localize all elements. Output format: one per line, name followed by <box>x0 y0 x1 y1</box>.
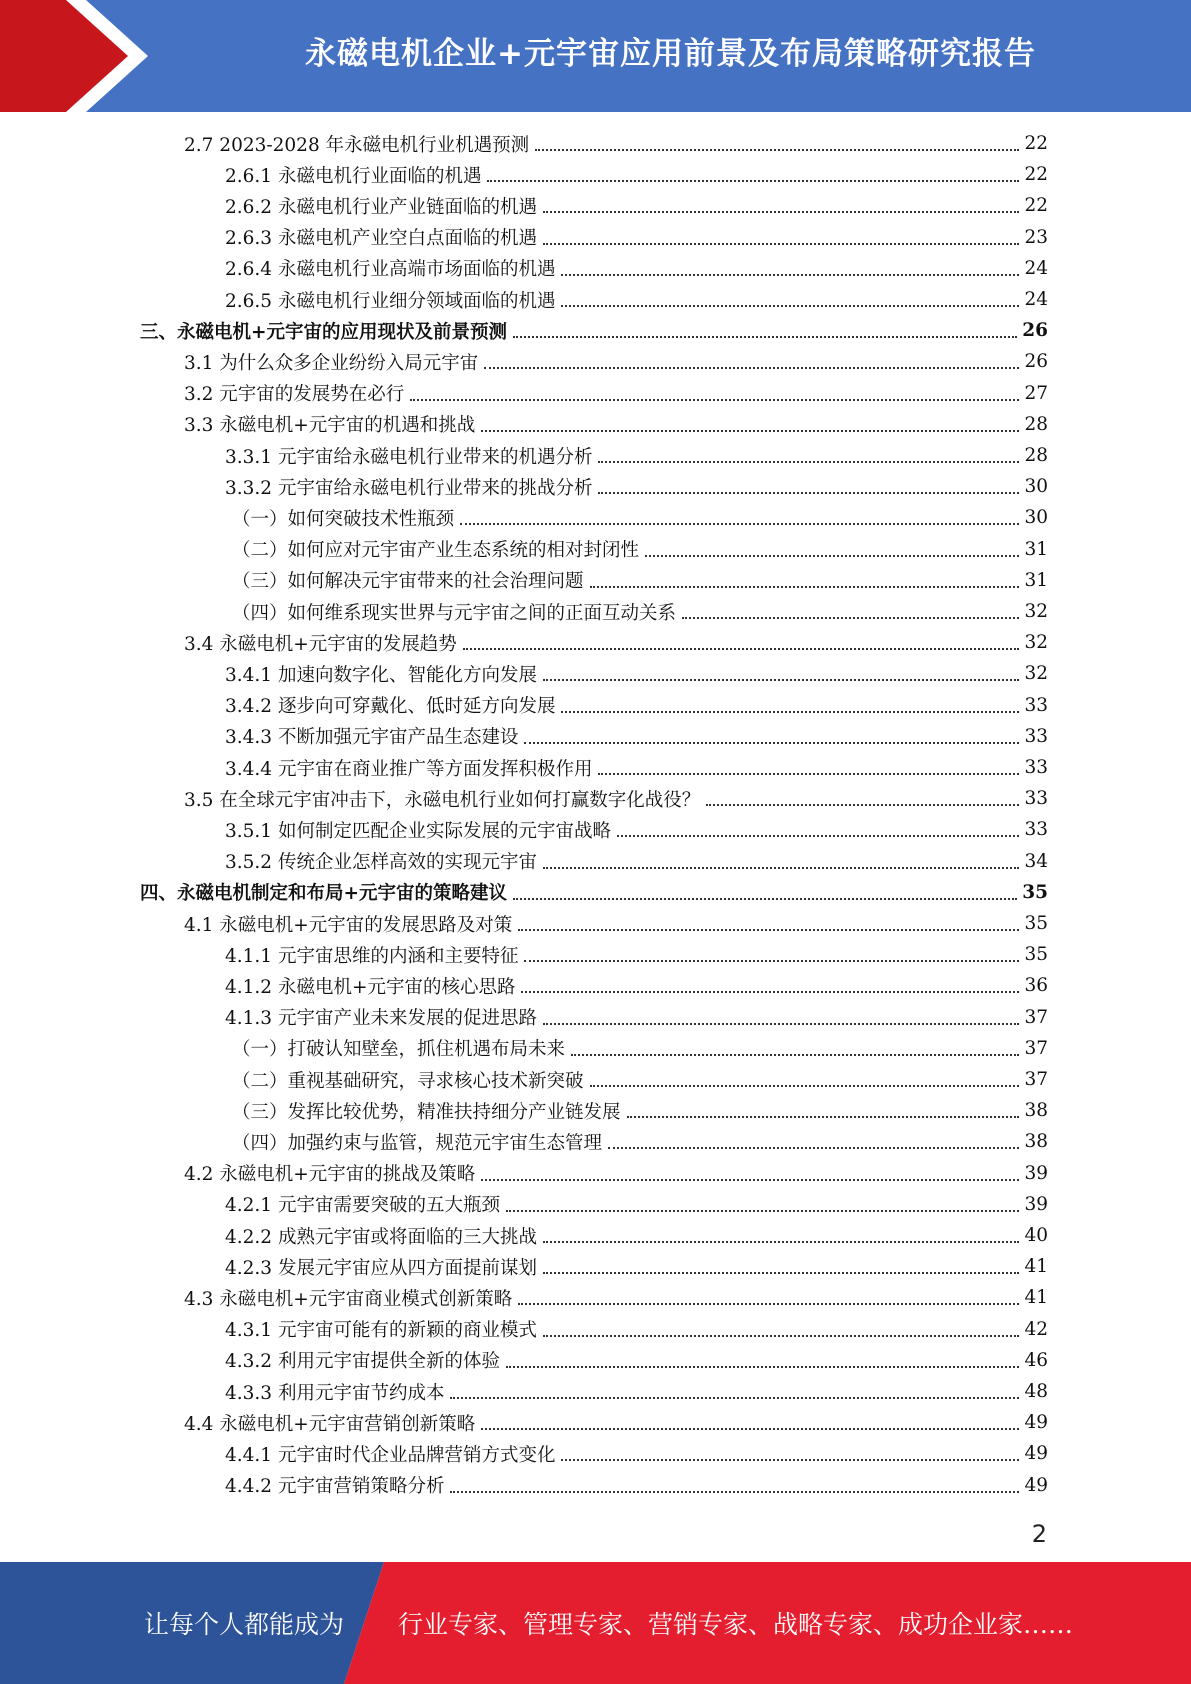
toc-entry-page: 42 <box>1024 1318 1048 1340</box>
toc-entry-page: 33 <box>1024 725 1048 747</box>
toc-entry-title: 4.3.3 利用元宇宙节约成本 <box>225 1382 445 1404</box>
toc-entry-title: 4.3.1 元宇宙可能有的新颖的商业模式 <box>225 1320 537 1342</box>
toc-entry-page: 22 <box>1024 133 1048 154</box>
toc-entry-page: 22 <box>1024 164 1048 186</box>
toc-entry-title: 4.3 永磁电机+元宇宙商业模式创新策略 <box>184 1288 513 1310</box>
toc-entry[interactable] <box>225 970 1048 1001</box>
toc-leader-dots <box>561 273 1019 276</box>
toc-entry[interactable] <box>184 1158 1048 1189</box>
toc-leader-dots <box>524 741 1019 744</box>
toc-entry-page: 39 <box>1024 1193 1048 1215</box>
toc-entry[interactable] <box>225 690 1048 721</box>
toc-entry-title: 3.3 永磁电机+元宇宙的机遇和挑战 <box>184 415 476 437</box>
toc-entry[interactable] <box>225 1189 1048 1220</box>
toc-entry-page: 28 <box>1024 445 1048 466</box>
toc-leader-dots <box>682 616 1019 619</box>
toc-leader-dots <box>535 148 1019 151</box>
toc-entry-title: （二）重视基础研究，寻求核心技术新突破 <box>232 1070 584 1092</box>
toc-entry[interactable] <box>184 783 1048 814</box>
toc-leader-dots <box>590 1084 1020 1087</box>
toc-entry-page: 26 <box>1024 351 1048 373</box>
toc-entry-title: 3.4.4 元宇宙在商业推广等方面发挥积极作用 <box>225 758 593 780</box>
toc-leader-dots <box>645 554 1019 557</box>
toc-entry[interactable] <box>184 409 1048 440</box>
toc-entry-page: 31 <box>1024 569 1048 591</box>
toc-entry-page: 40 <box>1024 1225 1048 1246</box>
toc-entry[interactable] <box>232 502 1048 533</box>
toc-entry-page: 36 <box>1024 975 1048 997</box>
toc-entry-title: （二）如何应对元宇宙产业生态系统的相对封闭性 <box>232 540 640 562</box>
toc-entry-title: 2.6.4 永磁电机行业高端市场面临的机遇 <box>225 259 556 281</box>
toc-entry-title: 4.1.3 元宇宙产业未来发展的促进思路 <box>225 1008 537 1030</box>
toc-leader-dots <box>481 1427 1019 1430</box>
toc-entry[interactable] <box>225 658 1048 689</box>
toc-entry[interactable] <box>184 128 1048 159</box>
toc-entry-page: 35 <box>1024 913 1048 934</box>
toc-entry-title: 3.5 在全球元宇宙冲击下，永磁电机行业如何打赢数字化战役？ <box>184 789 701 811</box>
toc-leader-dots <box>598 772 1019 775</box>
toc-entry[interactable] <box>140 315 1048 346</box>
toc-leader-dots <box>608 1146 1019 1149</box>
toc-entry-title: 4.2 永磁电机+元宇宙的挑战及策略 <box>184 1164 476 1186</box>
toc-entry-title: 4.2.3 发展元宇宙应从四方面提前谋划 <box>225 1257 537 1279</box>
toc-leader-dots <box>598 491 1019 494</box>
toc-leader-dots <box>543 1271 1019 1274</box>
toc-leader-dots <box>518 1302 1019 1305</box>
toc-entry-page: 30 <box>1024 507 1048 529</box>
toc-entry-page: 37 <box>1024 1006 1048 1028</box>
toc-leader-dots <box>543 1334 1019 1337</box>
toc-entry-page: 33 <box>1024 757 1048 778</box>
toc-entry-page: 49 <box>1024 1443 1048 1465</box>
toc-leader-dots <box>484 366 1019 369</box>
toc-entry[interactable] <box>184 1407 1048 1438</box>
toc-leader-dots <box>487 179 1019 182</box>
toc-entry[interactable] <box>225 1376 1048 1407</box>
toc-entry-title: （四）加强约束与监管，规范元宇宙生态管理 <box>232 1132 603 1154</box>
toc-leader-dots <box>543 678 1019 681</box>
toc-entry[interactable] <box>232 1095 1048 1126</box>
toc-entry-page: 33 <box>1024 694 1048 716</box>
toc-entry[interactable] <box>225 440 1048 471</box>
toc-leader-dots <box>571 1053 1019 1056</box>
toc-entry-page: 28 <box>1024 413 1048 435</box>
toc-entry-title: 4.1 永磁电机+元宇宙的发展思路及对策 <box>184 914 513 936</box>
footer-slogan-left: 让每个人都能成为 <box>144 1610 345 1639</box>
toc-leader-dots <box>521 990 1019 993</box>
toc-leader-dots <box>617 834 1019 837</box>
toc-entry[interactable] <box>225 1002 1048 1033</box>
toc-entry[interactable] <box>225 1345 1048 1376</box>
toc-entry-title: 3.5.1 如何制定匹配企业实际发展的元宇宙战略 <box>225 820 611 842</box>
toc-entry[interactable] <box>225 846 1048 877</box>
toc-entry-page: 32 <box>1024 632 1048 654</box>
toc-entry-page: 24 <box>1024 257 1048 279</box>
toc-entry-page: 35 <box>1024 944 1048 966</box>
footer-slogan-right: 行业专家、管理专家、营销专家、战略专家、成功企业家…… <box>398 1610 1074 1639</box>
toc-entry-title: 2.6.1 永磁电机行业面临的机遇 <box>225 165 482 187</box>
toc-entry-title: 4.3.2 利用元宇宙提供全新的体验 <box>225 1351 500 1373</box>
toc-entry[interactable] <box>184 908 1048 939</box>
toc-leader-dots <box>561 304 1019 307</box>
toc-entry-title: 2.6.3 永磁电机产业空白点面临的机遇 <box>225 228 537 250</box>
toc-entry-page: 33 <box>1024 819 1048 841</box>
page-number: 2 <box>1031 1520 1047 1548</box>
toc-entry-title: 三、永磁电机+元宇宙的应用现状及前景预测 <box>140 321 508 343</box>
toc-entry-title: 4.4.2 元宇宙营销策略分析 <box>225 1476 445 1498</box>
toc-entry-title: 3.4 永磁电机+元宇宙的发展趋势 <box>184 633 457 655</box>
toc-entry-title: （三）发挥比较优势，精准扶持细分产业链发展 <box>232 1101 621 1123</box>
toc-entry-title: 3.1 为什么众多企业纷纷入局元宇宙 <box>184 352 479 374</box>
toc-entry[interactable] <box>225 752 1048 783</box>
toc-entry-page: 32 <box>1024 601 1048 622</box>
toc-entry-page: 46 <box>1024 1349 1048 1371</box>
toc-entry[interactable] <box>225 159 1048 190</box>
toc-entry-page: 32 <box>1024 663 1048 685</box>
toc-leader-dots <box>561 710 1019 713</box>
toc-entry-title: 2.7 2023-2028 年永磁电机行业机遇预测 <box>184 134 530 156</box>
toc-entry-page: 49 <box>1024 1412 1048 1434</box>
toc-entry-title: （一）如何突破技术性瓶颈 <box>232 508 455 530</box>
toc-leader-dots <box>598 460 1019 463</box>
toc-leader-dots <box>463 647 1020 650</box>
toc-entry-title: （四）如何维系现实世界与元宇宙之间的正面互动关系 <box>232 602 677 624</box>
toc-leader-dots <box>506 1365 1019 1368</box>
toc-leader-dots <box>543 1240 1019 1243</box>
toc-entry-title: 3.4.1 加速向数字化、智能化方向发展 <box>225 664 537 686</box>
toc-leader-dots <box>524 959 1019 962</box>
toc-entry-title: 3.3.1 元宇宙给永磁电机行业带来的机遇分析 <box>225 446 593 468</box>
toc-entry[interactable] <box>225 1470 1048 1501</box>
toc-entry-page: 38 <box>1024 1100 1048 1122</box>
toc-leader-dots <box>543 866 1019 869</box>
toc-leader-dots <box>481 429 1019 432</box>
toc-entry[interactable] <box>225 471 1048 502</box>
toc-entry[interactable] <box>225 1314 1048 1345</box>
toc-entry[interactable] <box>184 1282 1048 1313</box>
toc-leader-dots <box>513 335 1017 338</box>
toc-entry[interactable] <box>225 721 1048 752</box>
toc-entry-title: （一）打破认知壁垒，抓住机遇布局未来 <box>232 1039 566 1061</box>
toc-entry-title: （三）如何解决元宇宙带来的社会治理问题 <box>232 571 584 593</box>
header-banner <box>0 0 1191 112</box>
toc-entry-title: 四、永磁电机制定和布局+元宇宙的策略建议 <box>140 883 508 905</box>
toc-entry-page: 37 <box>1024 1037 1048 1059</box>
toc-entry-page: 35 <box>1022 881 1048 903</box>
toc-leader-dots <box>518 928 1019 931</box>
toc-entry-page: 41 <box>1024 1256 1048 1278</box>
toc-entry-title: 4.1.1 元宇宙思维的内涵和主要特征 <box>225 945 519 967</box>
toc-entry-page: 27 <box>1024 382 1048 404</box>
toc-leader-dots <box>543 242 1019 245</box>
toc-leader-dots <box>543 210 1019 213</box>
toc-leader-dots <box>410 398 1019 401</box>
toc-entry-page: 30 <box>1024 476 1048 498</box>
toc-entry-title: 3.2 元宇宙的发展势在必行 <box>184 384 405 406</box>
toc-leader-dots <box>561 1458 1019 1461</box>
toc-entry-title: 4.1.2 永磁电机+元宇宙的核心思路 <box>225 976 516 998</box>
toc-entry-title: 4.4 永磁电机+元宇宙营销创新策略 <box>184 1413 476 1435</box>
toc-leader-dots <box>513 897 1017 900</box>
toc-entry-title: 2.6.5 永磁电机行业细分领域面临的机遇 <box>225 290 556 312</box>
toc-entry[interactable] <box>232 565 1048 596</box>
toc-entry[interactable] <box>184 378 1048 409</box>
toc-entry-page: 49 <box>1024 1474 1048 1496</box>
toc-entry[interactable] <box>225 1220 1048 1251</box>
toc-entry[interactable] <box>225 1251 1048 1282</box>
toc-entry-title: 2.6.2 永磁电机行业产业链面临的机遇 <box>225 196 537 218</box>
toc-entry-page: 38 <box>1024 1131 1048 1153</box>
toc-entry-title: 3.4.2 逐步向可穿戴化、低时延方向发展 <box>225 696 556 718</box>
toc-leader-dots <box>481 1178 1019 1181</box>
toc-entry-title: 3.4.3 不断加强元宇宙产品生态建设 <box>225 727 519 749</box>
toc-entry-page: 22 <box>1024 195 1048 217</box>
toc-entry[interactable] <box>184 627 1048 658</box>
toc-entry[interactable] <box>225 939 1048 970</box>
toc-entry[interactable] <box>232 1126 1048 1157</box>
toc-entry[interactable] <box>232 1064 1048 1095</box>
toc-leader-dots <box>590 585 1020 588</box>
toc-entry-page: 24 <box>1024 289 1048 310</box>
toc-leader-dots <box>506 1209 1019 1212</box>
toc-entry[interactable] <box>184 346 1048 377</box>
toc-leader-dots <box>450 1396 1019 1399</box>
toc-leader-dots <box>460 522 1019 525</box>
toc-entry-page: 39 <box>1024 1162 1048 1184</box>
toc-entry[interactable] <box>225 284 1048 315</box>
toc-entry-page: 33 <box>1024 788 1048 810</box>
toc-entry-page: 37 <box>1024 1069 1048 1090</box>
toc-entry[interactable] <box>232 1033 1048 1064</box>
toc-entry-page: 34 <box>1024 850 1048 872</box>
toc-entry-title: 3.5.2 传统企业怎样高效的实现元宇宙 <box>225 852 537 874</box>
toc-leader-dots <box>706 803 1019 806</box>
toc-entry-title: 3.3.2 元宇宙给永磁电机行业带来的挑战分析 <box>225 477 593 499</box>
toc-entry-page: 48 <box>1024 1381 1048 1402</box>
toc-entry[interactable] <box>225 253 1048 284</box>
toc-entry-title: 4.4.1 元宇宙时代企业品牌营销方式变化 <box>225 1444 556 1466</box>
toc-entry[interactable] <box>140 877 1048 908</box>
toc-entry-title: 4.2.2 成熟元宇宙或将面临的三大挑战 <box>225 1226 537 1248</box>
document-title: 永磁电机企业+元宇宙应用前景及布局策略研究报告 <box>305 35 1036 72</box>
toc-leader-dots <box>543 1022 1019 1025</box>
toc-entry[interactable] <box>225 190 1048 221</box>
toc-entry[interactable] <box>232 596 1048 627</box>
toc-entry-page: 41 <box>1024 1287 1048 1309</box>
toc-entry[interactable] <box>232 534 1048 565</box>
toc-entry-title: 4.2.1 元宇宙需要突破的五大瓶颈 <box>225 1195 500 1217</box>
toc-entry-page: 26 <box>1022 320 1048 342</box>
toc-entry[interactable] <box>225 1438 1048 1469</box>
footer-banner <box>0 1562 1191 1684</box>
toc-entry[interactable] <box>225 222 1048 253</box>
toc-leader-dots <box>450 1490 1019 1493</box>
toc-entry-page: 31 <box>1024 538 1048 560</box>
toc-entry-page: 23 <box>1024 226 1048 248</box>
toc-leader-dots <box>627 1115 1020 1118</box>
toc-entry[interactable] <box>225 814 1048 845</box>
